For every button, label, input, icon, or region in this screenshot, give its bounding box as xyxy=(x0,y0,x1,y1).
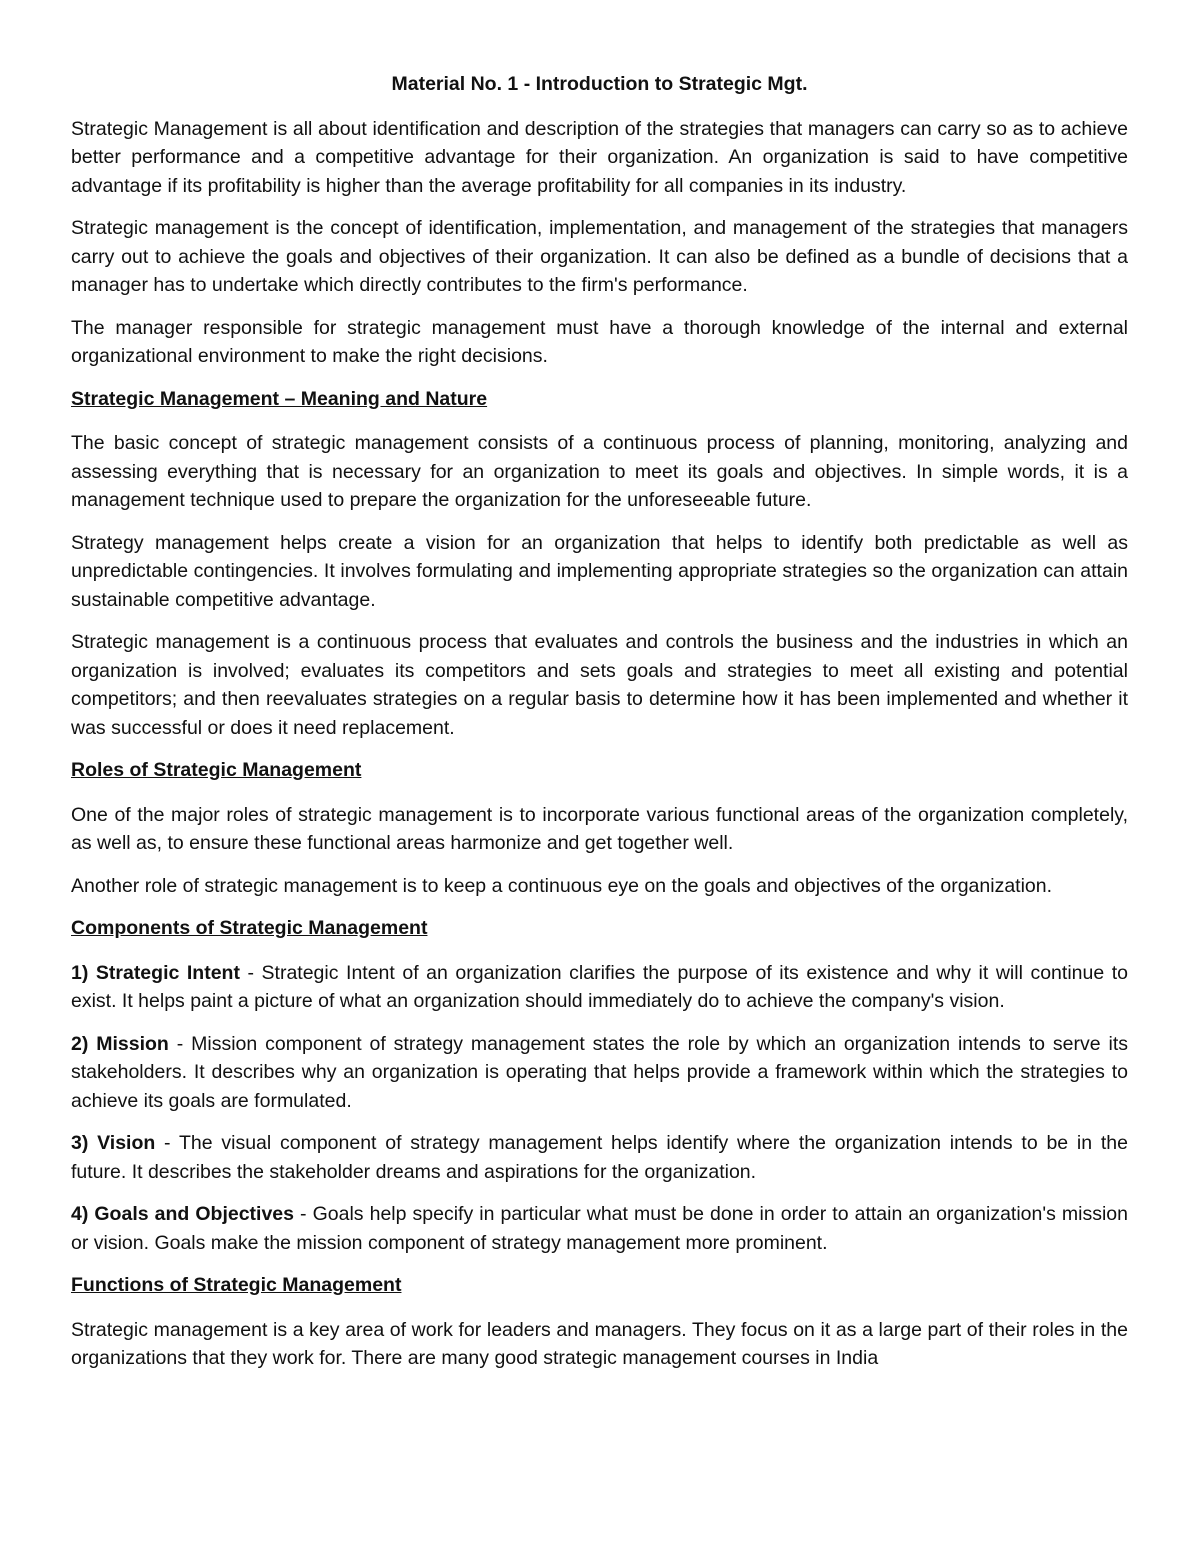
component-lead: 1) Strategic Intent xyxy=(71,961,240,984)
component-lead: 4) Goals and Objectives xyxy=(71,1203,294,1225)
meaning-paragraph-1: The basic concept of strategic management consists of a continuous process of planning, monitoring, analyzing and assessing everything that is necessary for an organization to meet its goals and objectives. In simple words, it is a management technique used to prepare the organization for the unforeseeable future. xyxy=(71,432,1128,511)
intro-paragraph-1: Strategic Management is all about identification and description of the strategies that managers can carry so as to achieve better performance and a competitive advantage for their organization. An organization is said to have competitive advantage if its profitability is higher than the average profitability for all companies in its industry. xyxy=(71,117,1128,197)
meaning-heading: Strategic Management – Meaning and Nature xyxy=(71,387,488,410)
component-item xyxy=(71,1200,1128,1257)
component-text: - Goals help specify in particular what must be done in order to attain an organization's mission or vision. Goals make the mission component of strategy management more prominent. xyxy=(71,1203,1128,1254)
component-item xyxy=(71,1129,1128,1186)
functions-paragraph-1: Strategic management is a key area of work for leaders and managers. They focus on it as a large part of their roles in the organizations that they work for. There are many good strategic management courses in India xyxy=(71,1318,1128,1369)
component-text: - The visual component of strategy management helps identify where the organization intends to be in the future. It describes the stakeholder dreams and aspirations for the organization. xyxy=(71,1132,1128,1183)
intro-paragraph-3: The manager responsible for strategic management must have a thorough knowledge of the internal and external organizational environment to make the right decisions. xyxy=(71,316,1128,367)
component-lead: 3) Vision xyxy=(71,1132,156,1154)
meaning-paragraph-3: Strategic management is a continuous process that evaluates and controls the business and the industries in which an organization is involved; evaluates its competitors and sets goals and strategies to meet all existing and potential competitors; and then reevaluates strategies on a regular basis to determine how it has been implemented and whether it was successful or does it need replacement. xyxy=(71,631,1128,739)
intro-paragraph-2: Strategic management is the concept of identification, implementation, and management of the strategies that managers carry out to achieve the goals and objectives of their organization. It can also be defined as a bundle of decisions that a manager has to undertake which directly contributes to the firm's performance. xyxy=(71,217,1128,296)
component-lead: 2) Mission xyxy=(71,1032,169,1055)
roles-heading: Roles of Strategic Management xyxy=(71,759,362,781)
document-page xyxy=(71,70,1128,1387)
roles-paragraph-1: One of the major roles of strategic management is to incorporate various functional areas of the organization completely, as well as, to ensure these functional areas harmonize and get together well. xyxy=(71,803,1128,854)
roles-paragraph-2: Another role of strategic management is to keep a continuous eye on the goals and objectives of the organization. xyxy=(71,874,1053,897)
component-item xyxy=(71,1030,1128,1116)
document-title: Material No. 1 - Introduction to Strategic Mgt. xyxy=(391,73,808,95)
component-item xyxy=(71,959,1128,1016)
components-heading: Components of Strategic Management xyxy=(71,917,428,939)
functions-heading: Functions of Strategic Management xyxy=(71,1274,402,1296)
meaning-paragraph-2: Strategy management helps create a vision for an organization that helps to identify both predictable as well as unpredictable contingencies. It involves formulating and implementing appropriate strategies so the organization can attain sustainable competitive advantage. xyxy=(71,531,1128,611)
component-text: - Mission component of strategy management states the role by which an organization intends to serve its stakeholders. It describes why an organization is operating that helps provide a framework within which the strategies to achieve its goals are formulated. xyxy=(71,1032,1128,1112)
component-text: - Strategic Intent of an organization clarifies the purpose of its existence and why it will continue to exist. It helps paint a picture of what an organization should immediately do to achieve the company's vision. xyxy=(71,961,1128,1012)
